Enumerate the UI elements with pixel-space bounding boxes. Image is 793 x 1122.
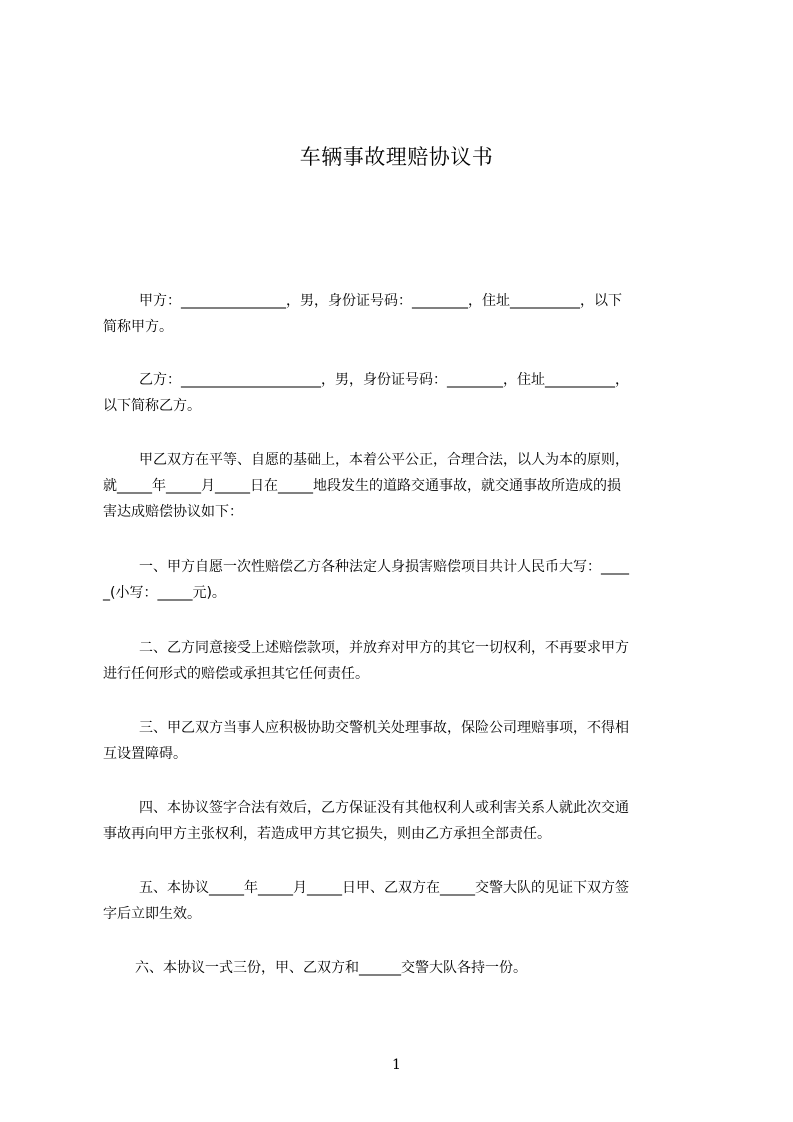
paragraph-line: 事故再向甲方主张权利，若造成甲方其它损失，则由乙方承担全部责任。 (103, 826, 551, 842)
paragraph-line: 一、甲方自愿一次性赔偿乙方各种法定人身损害赔偿项目共计人民币大写：____ (139, 559, 629, 575)
paragraph-line: 互设置障碍。 (103, 746, 187, 762)
clause-4-paragraph (103, 795, 703, 847)
paragraph-line: 甲乙双方在平等、自愿的基础上，本着公平公正，合理合法，以人为本的原则， (139, 452, 629, 468)
paragraph-line: 甲方：_______________，男，身份证号码：________，住址__________，以下 (139, 293, 622, 309)
paragraph-line: 进行任何形式的赔偿或承担其它任何责任。 (103, 666, 369, 682)
party-a-paragraph (103, 288, 703, 340)
paragraph-line: 四、本协议签字合法有效后，乙方保证没有其他权利人或利害关系人就此次交通 (139, 800, 629, 816)
paragraph-line: 六、本协议一式三份，甲、乙双方和______交警大队各持一份。 (135, 960, 527, 976)
party-b-paragraph (103, 367, 703, 419)
preamble-paragraph (103, 447, 703, 525)
clause-5-paragraph (103, 875, 703, 927)
paragraph-line: 就_____年_____月_____日在_____地段发生的道路交通事故，就交通事故所造成的损 (103, 478, 621, 494)
clause-2-paragraph (103, 635, 703, 687)
paragraph-line: 害达成赔偿协议如下： (103, 504, 243, 520)
document-title: 车辆事故理赔协议书 (299, 145, 494, 169)
clause-1-paragraph (103, 554, 703, 606)
paragraph-line: _(小写：_____元)。 (103, 585, 226, 601)
paragraph-line: 字后立即生效。 (103, 906, 201, 922)
paragraph-line: 乙方：____________________，男，身份证号码：________，住址__________， (139, 372, 629, 388)
paragraph-line: 以下简称乙方。 (103, 398, 201, 414)
paragraph-line: 五、本协议_____年_____月_____日甲、乙双方在_____交警大队的见证下双方签 (139, 880, 629, 896)
paragraph-line: 三、甲乙双方当事人应积极协助交警机关处理事故，保险公司理赔事项，不得相 (139, 720, 629, 736)
clause-3-paragraph (103, 715, 703, 767)
paragraph-line: 简称甲方。 (103, 319, 173, 335)
clause-6-paragraph (103, 955, 703, 981)
page-number: 1 (392, 1057, 401, 1073)
paragraph-line: 二、乙方同意接受上述赔偿款项，并放弃对甲方的其它一切权利，不再要求甲方 (139, 640, 629, 656)
